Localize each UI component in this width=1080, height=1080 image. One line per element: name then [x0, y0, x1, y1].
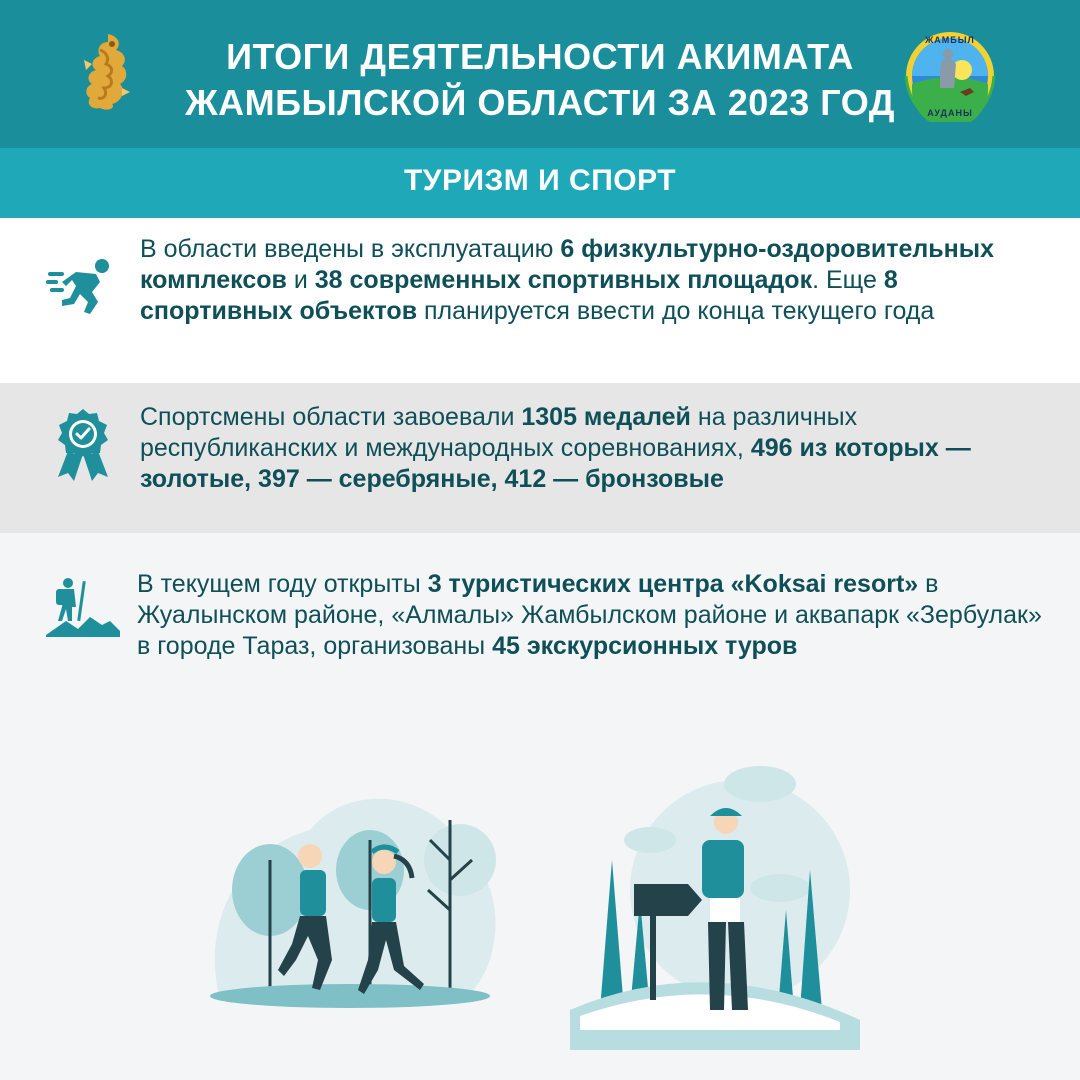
highlight-text: 8 спортивных объектов — [140, 266, 898, 325]
runner-icon — [46, 258, 114, 318]
info-text-facilities — [140, 234, 1050, 327]
header — [0, 0, 1080, 148]
body-text: в Жуалынском районе, «Алмалы» Жамбылском районе и аквапарк «Зербулак» в городе Тараз, организованы — [137, 570, 1042, 660]
district-emblem — [904, 30, 996, 122]
highlight-text: 1305 медалей — [521, 403, 691, 431]
emblem-label-bottom: АУДАНЫ — [927, 108, 973, 118]
section-bar — [0, 148, 1080, 218]
body-text: и — [286, 266, 315, 294]
page-title-line-1: ИТОГИ ДЕЯТЕЛЬНОСТИ АКИМАТА — [226, 36, 854, 77]
info-block-tourism — [0, 533, 1080, 683]
page-title-line-2: ЖАМБЫЛСКОЙ ОБЛАСТИ ЗА 2023 ГОД — [185, 82, 895, 123]
highlight-text: 3 туристических центра «Koksai resort» — [427, 570, 919, 598]
info-text-tourism — [137, 569, 1057, 662]
info-text-medals — [140, 402, 1060, 495]
info-block-facilities — [0, 218, 1080, 383]
info-block-medals — [0, 383, 1080, 533]
body-text: планируется ввести до конца текущего года — [417, 297, 935, 325]
body-text: . Еще — [812, 266, 884, 294]
highlight-text: 38 современных спортивных площадок — [314, 266, 813, 294]
section-title: ТУРИЗМ И СПОРТ — [403, 164, 677, 197]
highlight-text: 45 экскурсионных туров — [492, 632, 798, 660]
highlight-text: 496 из которых — золотые, 397 — серебряные, 412 — бронзовые — [140, 434, 971, 493]
body-text: Спортсмены области завоевали — [140, 403, 522, 431]
body-text: В области введены в эксплуатацию — [140, 235, 561, 263]
body-text: на различных республиканских и международных соревнованиях, — [140, 403, 858, 462]
dragon-emblem-icon — [78, 30, 132, 112]
hiker-icon — [46, 577, 120, 643]
hiker-illustration — [570, 760, 860, 1050]
runners-illustration — [200, 760, 510, 1030]
highlight-text: 6 физкультурно-оздоровительных комплексов — [140, 235, 994, 294]
emblem-label-top: ЖАМБЫЛ — [925, 35, 975, 45]
page-title — [150, 34, 930, 126]
medal-badge-icon — [52, 407, 114, 483]
body-text: В текущем году открыты — [137, 570, 428, 598]
